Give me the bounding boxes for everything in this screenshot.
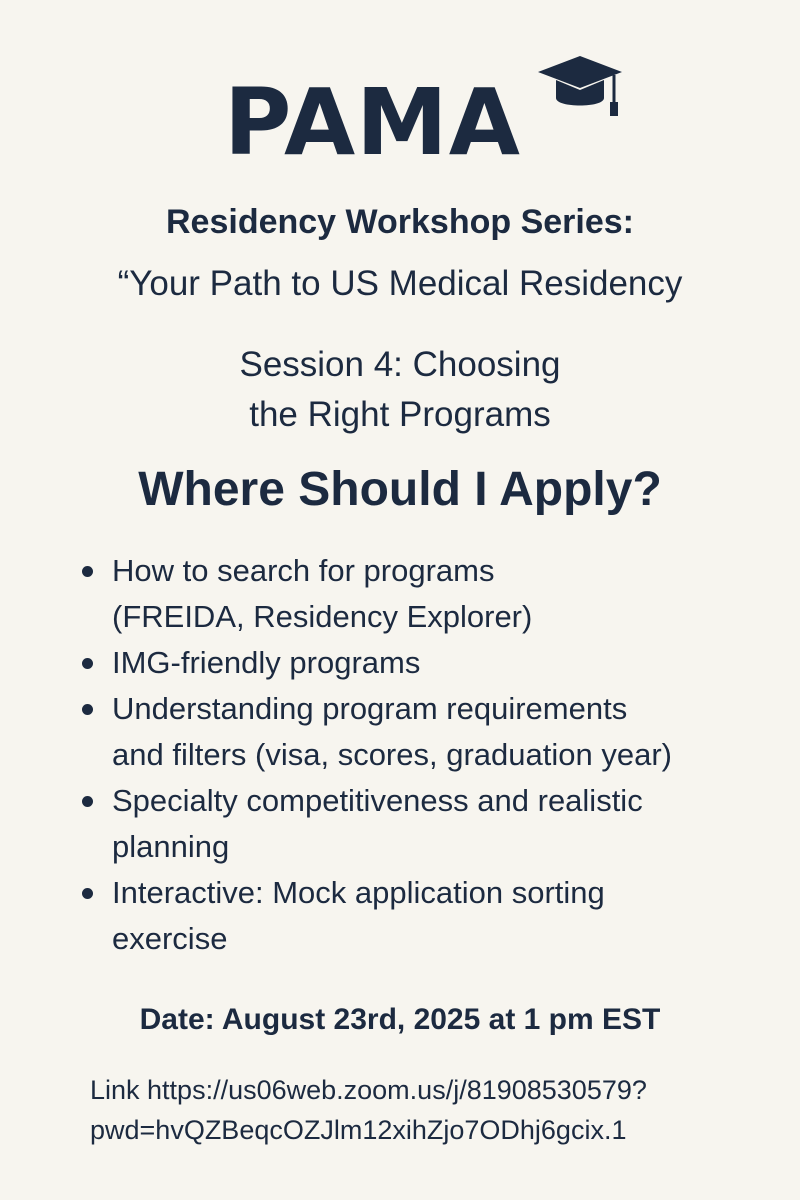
series-title: Residency Workshop Series: — [166, 203, 634, 241]
topic-item — [76, 870, 766, 962]
meeting-link-line-2[interactable]: pwd=hvQZBeqcOZJlm12xihZjo7ODhj6gcix.1 — [90, 1115, 627, 1145]
topic-line: exercise — [112, 921, 228, 956]
topic-line: Understanding program requirements — [112, 691, 628, 726]
topic-list — [76, 548, 766, 962]
topic-line: Specialty competitiveness and realistic — [112, 783, 643, 818]
topic-item — [76, 548, 766, 640]
topic-line: and filters (visa, scores, graduation year) — [112, 737, 672, 772]
bullet-icon — [82, 796, 93, 807]
topic-item — [76, 686, 766, 778]
topic-item — [76, 778, 766, 870]
bullet-icon — [82, 704, 93, 715]
event-date: Date: August 23rd, 2025 at 1 pm EST — [139, 1003, 661, 1036]
session-line-2: the Right Programs — [249, 395, 551, 434]
topic-line: Interactive: Mock application sorting — [112, 875, 605, 910]
series-name: “Your Path to US Medical Residency — [117, 264, 683, 303]
topic-item — [76, 640, 766, 686]
bullet-icon — [82, 888, 93, 899]
session-line-1: Session 4: Choosing — [239, 345, 561, 384]
graduation-cap-icon — [536, 52, 624, 128]
topic-line: planning — [112, 829, 230, 864]
topic-line: How to search for programs — [112, 553, 495, 588]
logo — [0, 68, 800, 178]
meeting-link-line-1[interactable]: Link https://us06web.zoom.us/j/81908530579? — [90, 1075, 647, 1105]
topic-line: IMG-friendly programs — [112, 645, 421, 680]
topic-line: (FREIDA, Residency Explorer) — [112, 599, 533, 634]
meeting-link[interactable] — [90, 1070, 770, 1150]
headline: Where Should I Apply? — [138, 463, 662, 516]
logo-text: PAMA — [224, 69, 521, 176]
session-title — [0, 340, 800, 440]
bullet-icon — [82, 566, 93, 577]
bullet-icon — [82, 658, 93, 669]
